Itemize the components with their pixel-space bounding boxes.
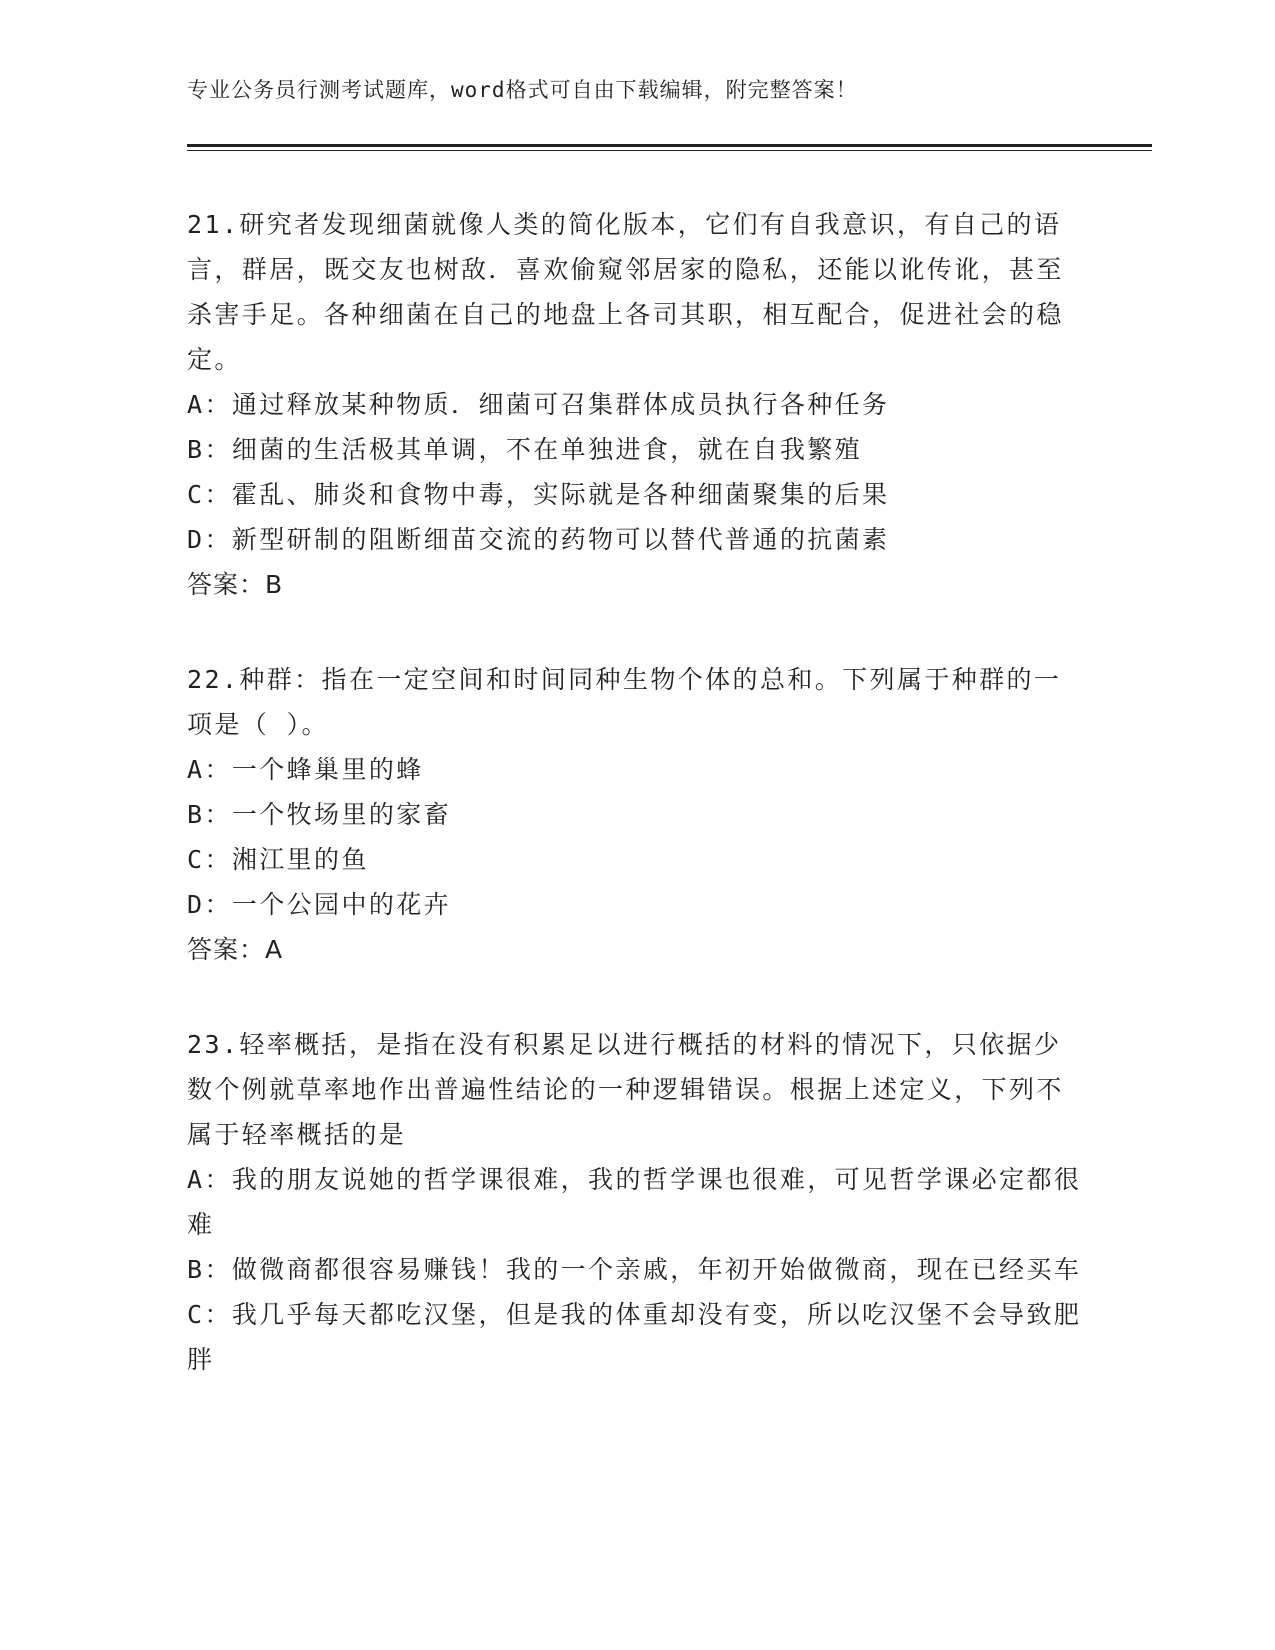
question-21 (187, 202, 1087, 607)
header-rule-thick (187, 144, 1152, 147)
option-d: D：新型研制的阻断细苗交流的药物可以替代普通的抗菌素 (187, 525, 890, 554)
option-c: C：霍乱、肺炎和食物中毒，实际就是各种细菌聚集的后果 (187, 480, 890, 509)
option-b: B：一个牧场里的家畜 (187, 800, 452, 829)
option-b: B：细菌的生活极其单调，不在单独进食，就在自我繁殖 (187, 435, 863, 464)
header-rule-thin (187, 150, 1152, 151)
option-a: A：我的朋友说她的哲学课很难，我的哲学课也很难，可见哲学课必定都很难 (187, 1165, 1082, 1239)
question-stem: 21.研究者发现细菌就像人类的简化版本，它们有自我意识，有自己的语言，群居，既交友也树敌．喜欢偷窥邻居家的隐私，还能以讹传讹，甚至杀害手足。各种细菌在自己的地盘上各司其职，相互配合，促进社会的稳定。 (187, 210, 1064, 374)
question-stem: 22.种群：指在一定空间和时间同种生物个体的总和。下列属于种群的一项是（ ）。 (187, 665, 1062, 739)
option-d: D：一个公园中的花卉 (187, 890, 452, 919)
option-b: B：做微商都很容易赚钱！我的一个亲戚，年初开始做微商，现在已经买车 (187, 1255, 1082, 1284)
question-stem: 23.轻率概括，是指在没有积累足以进行概括的材料的情况下，只依据少数个例就草率地作出普遍性结论的一种逻辑错误。根据上述定义，下列不属于轻率概括的是 (187, 1030, 1064, 1149)
answer: 答案：A (187, 935, 284, 964)
option-c: C：我几乎每天都吃汉堡，但是我的体重却没有变，所以吃汉堡不会导致肥胖 (187, 1300, 1082, 1374)
option-a: A：一个蜂巢里的蜂 (187, 755, 424, 784)
question-22 (187, 657, 1087, 972)
question-23 (187, 1022, 1087, 1382)
option-c: C：湘江里的鱼 (187, 845, 369, 874)
answer: 答案：B (187, 570, 284, 599)
question-list (187, 202, 1087, 1382)
page-header: 专业公务员行测考试题库，word格式可自由下载编辑，附完整答案！ (187, 78, 858, 102)
option-a: A：通过释放某种物质．细菌可召集群体成员执行各种任务 (187, 390, 890, 419)
